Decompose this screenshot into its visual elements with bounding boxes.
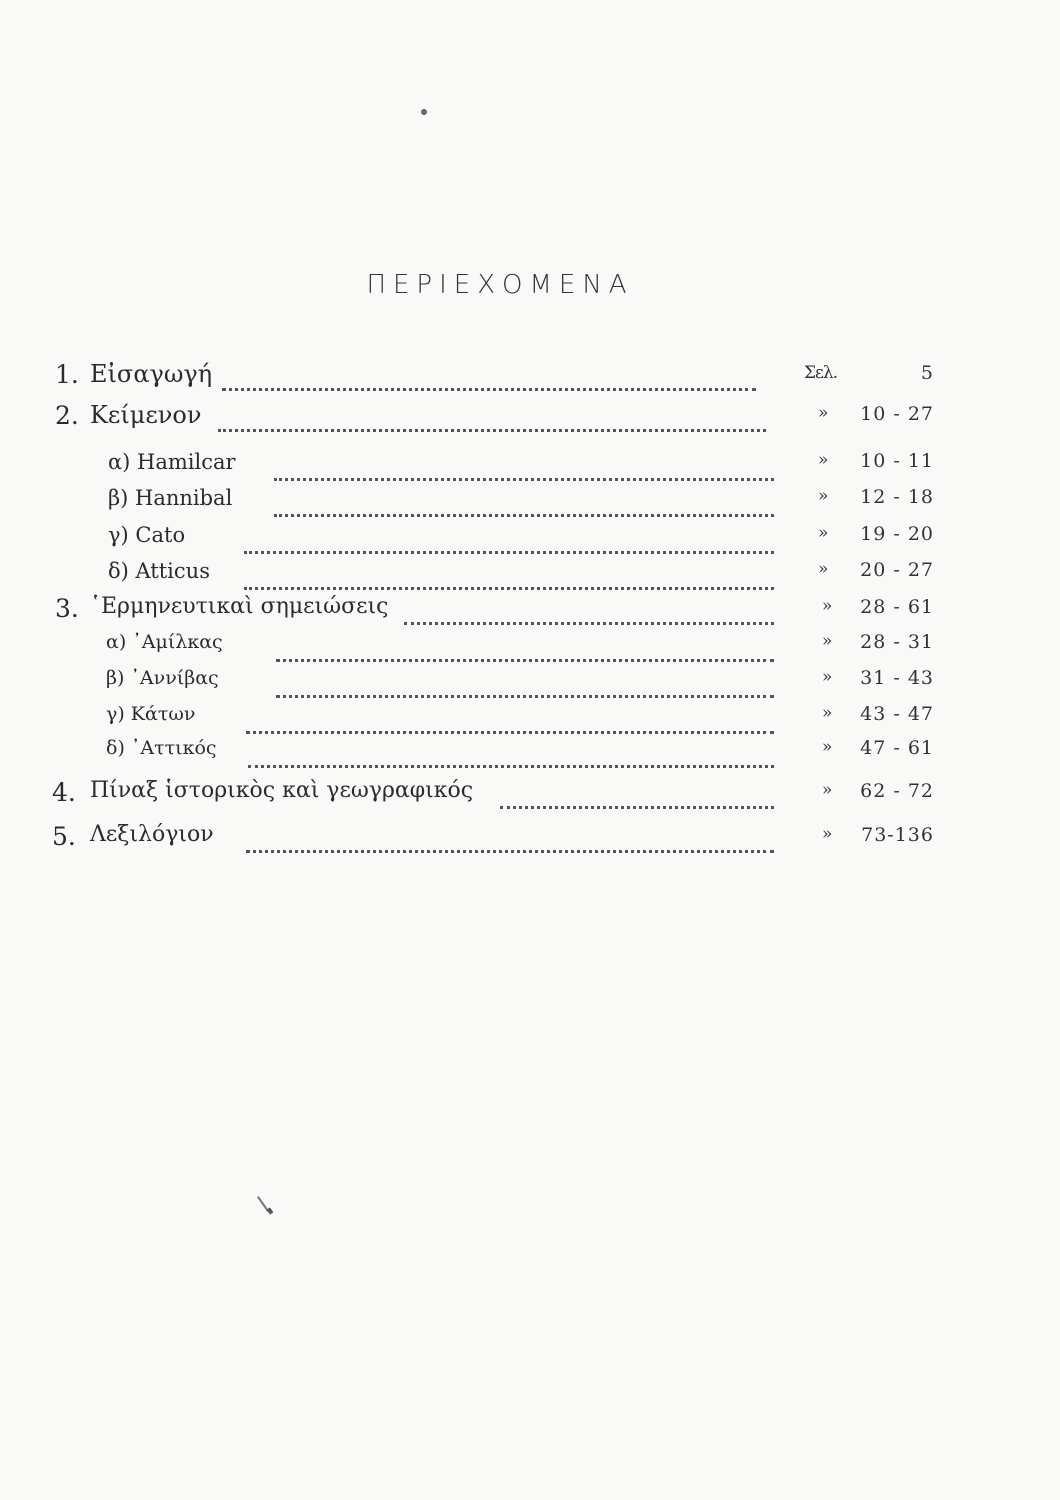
- ink-speck: [267, 1207, 274, 1214]
- page-marker: »: [822, 703, 832, 723]
- page-marker: »: [822, 780, 832, 800]
- toc-label: β) Hannibal: [108, 486, 233, 510]
- leader-dots: [274, 450, 774, 481]
- page-marker: »: [818, 403, 828, 423]
- leader-dots: [244, 523, 774, 554]
- leader-dots: [500, 778, 774, 809]
- toc-label: Λεξιλόγιον: [90, 822, 214, 847]
- toc-entry-atticus[interactable]: [0, 559, 1060, 591]
- leader-dots: [404, 594, 774, 625]
- page-marker: »: [822, 737, 832, 757]
- leader-dots: [222, 360, 756, 391]
- toc-label: β) ᾿Αννίβας: [106, 667, 219, 689]
- toc-entry-hamilcar[interactable]: [0, 450, 1060, 482]
- page-range: 10 - 27: [860, 403, 934, 425]
- page-range: 31 - 43: [860, 667, 934, 689]
- toc-number: 5.: [52, 822, 76, 851]
- toc-label: ῾Ερμηνευτικαὶ σημειώσεις: [90, 594, 389, 619]
- toc-entry-annivas[interactable]: [0, 667, 1060, 699]
- page-marker: »: [818, 450, 828, 470]
- leader-dots: [218, 401, 766, 432]
- toc-number: 2.: [55, 401, 79, 430]
- leader-dots: [248, 737, 774, 768]
- page-marker: »: [822, 667, 832, 687]
- page-marker: »: [822, 631, 832, 651]
- toc-entry-historical-table[interactable]: [0, 778, 1060, 810]
- toc-label: α) Hamilcar: [108, 450, 236, 474]
- toc-entry-cato[interactable]: [0, 523, 1060, 555]
- toc-label: Εἰσαγωγή: [90, 360, 213, 388]
- toc-number: 1.: [55, 360, 79, 389]
- toc-entry-attikos[interactable]: [0, 737, 1060, 769]
- page-marker: Σελ.: [804, 363, 838, 383]
- toc-entry-notes[interactable]: [0, 594, 1060, 626]
- page-marker: »: [818, 523, 828, 543]
- page-title: ΠΕΡΙΕΧΟΜΕΝΑ: [366, 270, 634, 300]
- toc-entry-amilkas[interactable]: [0, 631, 1060, 663]
- page-marker: »: [818, 486, 828, 506]
- page-marker: »: [822, 596, 832, 616]
- page-range: 19 - 20: [860, 523, 934, 545]
- page-range: 12 - 18: [860, 486, 934, 508]
- page-range: 28 - 61: [860, 596, 934, 618]
- page-range: 20 - 27: [860, 559, 934, 581]
- leader-dots: [276, 631, 774, 662]
- toc-label: α) ᾿Αμίλκας: [106, 631, 223, 653]
- page-marker: »: [818, 559, 828, 579]
- leader-dots: [274, 486, 774, 517]
- toc-number: 4.: [52, 778, 76, 807]
- toc-entry-glossary[interactable]: [0, 822, 1060, 854]
- toc-entry-introduction[interactable]: [0, 360, 1060, 392]
- toc-label: Κείμενον: [90, 401, 202, 429]
- toc-entry-katon[interactable]: [0, 703, 1060, 735]
- toc-entry-hannibal[interactable]: [0, 486, 1060, 518]
- page-range: 5: [920, 362, 934, 384]
- page-range: 43 - 47: [860, 703, 934, 725]
- page-range: 28 - 31: [860, 631, 934, 653]
- leader-dots: [246, 703, 774, 734]
- toc-label: γ) Cato: [108, 523, 186, 547]
- toc-label: δ) Atticus: [108, 559, 210, 583]
- leader-dots: [244, 559, 774, 590]
- page-range: 10 - 11: [860, 450, 934, 472]
- page-range: 73-136: [861, 824, 934, 846]
- toc-number: 3.: [55, 594, 79, 623]
- page-marker: »: [822, 824, 832, 844]
- toc-entry-text[interactable]: [0, 401, 1060, 433]
- page-range: 62 - 72: [860, 780, 934, 802]
- toc-label: γ) Κάτων: [106, 703, 196, 725]
- toc-label: δ) ᾿Αττικός: [106, 737, 217, 759]
- page-range: 47 - 61: [860, 737, 934, 759]
- ink-speck: [420, 108, 428, 116]
- leader-dots: [246, 822, 774, 853]
- leader-dots: [276, 667, 774, 698]
- toc-label: Πίναξ ἱστορικὸς καὶ γεωγραφικός: [90, 778, 474, 803]
